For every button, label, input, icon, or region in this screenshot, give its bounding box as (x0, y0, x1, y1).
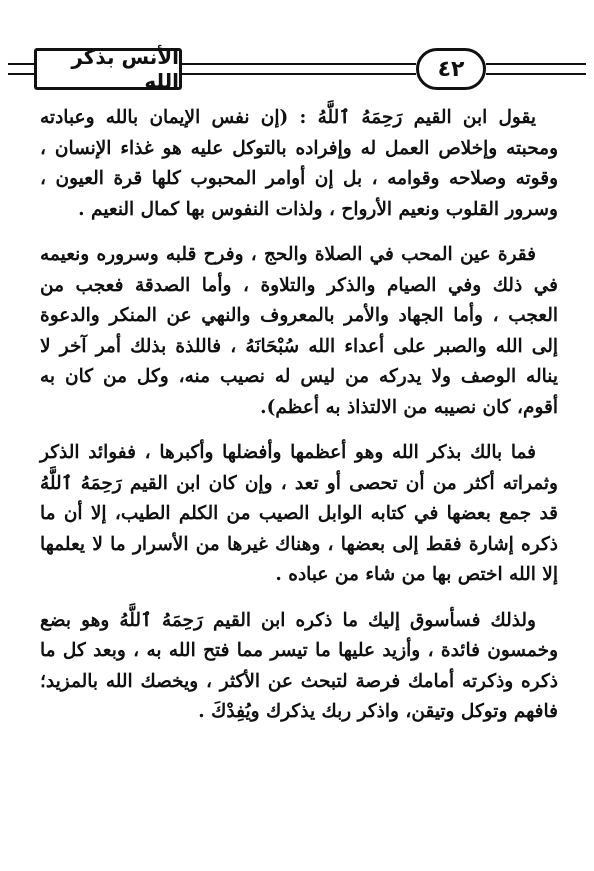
header-rule-middle (182, 63, 416, 65)
header-rule-left-2 (8, 73, 34, 75)
paragraph-1: يقول ابن القيم رَحِمَهُ ٱللَّهُ : (إن نفس الإيمان بالله وعبادته ومحبته وإخلاص العمل له وإفراده بالتوكل عليه هو غذاء الإنسان ، وقوته وصلاحه وقوامه ، بل إن أوامر المحبوب كلها قرة العيون ، وسرور القلوب ونعيم الأرواح ، ولذات النفوس بها كمال النعيم . (40, 107, 558, 220)
header-rule-middle-2 (182, 73, 416, 75)
header-rule-left (8, 63, 34, 65)
header-rule-right (486, 63, 586, 65)
book-title-text: الأنس بذكر الله (71, 45, 179, 93)
page-header (0, 0, 594, 95)
paragraph-3: فما بالك بذكر الله وهو أعظمها وأفضلها وأكبرها ، ففوائد الذكر وثمراته أكثر من أن تحصى أو تعد ، وإن كان ابن القيم رَحِمَهُ ٱللَّهُ قد جمع بعضها في كتابه الوابل الصيب من الكلم الطيب، إلا أن ما ذكره إشارة فقط إلى بعضها ، وهناك غيرها من الأسرار ما لا يعلمها إلا الله اختص بها من شاء من عباده . (40, 442, 558, 585)
running-book-title (34, 45, 182, 93)
page-number-text: ٤٢ (437, 56, 465, 82)
page-number (416, 48, 486, 90)
header-rule-right-2 (486, 73, 586, 75)
page-body (40, 103, 558, 728)
paragraph-4: ولذلك فسأسوق إليك ما ذكره ابن القيم رَحِمَهُ ٱللَّهُ وهو بضع وخمسون فائدة ، وأزيد عليها ما تيسر مما فتح الله به ، وبعد كل ما ذكره وذكرته أمامك فرصة لتبحث عن الأكثر ، ويخصك الله بالمزيد؛ فافهم وتوكل وتيقن، واذكر ربك يذكرك ويُفِدْكَ . (40, 609, 558, 722)
paragraph-2: فقرة عين المحب في الصلاة والحج ، وفرح قلبه وسروره ونعيمه في ذلك وفي الصيام والذكر والتلاوة ، وأما الصدقة فعجب من العجب ، وأما الجهاد والأمر بالمعروف والنهي عن المنكر والدعوة إلى الله والصبر على أعداء الله سُبْحَانَهُ ، فاللذة بذلك أمر آخر لا يناله الوصف ولا يدركه من ليس له نصيب منه، وكل من كان به أقوم، كان نصيبه من الالتذاذ به أعظم). (40, 244, 558, 418)
